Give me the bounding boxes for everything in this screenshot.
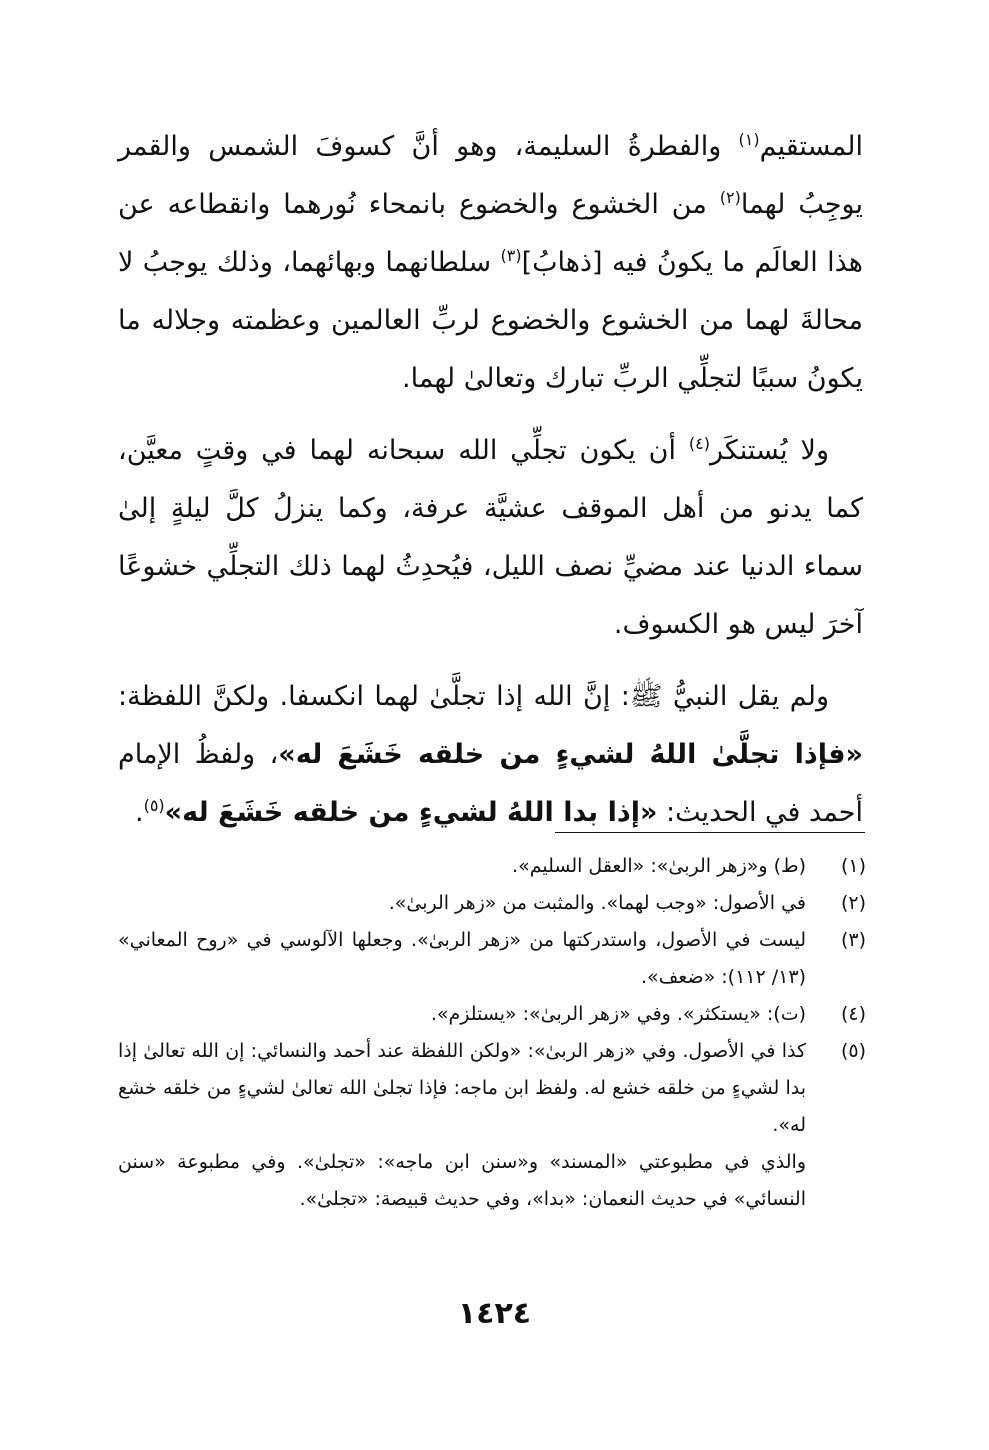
footnote-number: (٥)	[840, 1040, 866, 1062]
footnote-ref-2: (٢)	[719, 188, 741, 207]
paragraph-2-part-2: أن يكون تجلِّي الله سبحانه لهما في وقتٍ معيَّن، كما يدنو من أهل الموقف عشيَّة عرفة، وكما ينزلُ كلَّ ليلةٍ إلىٰ سماء الدنيا عند مضيِّ نصف الليل، فيُحدِثُ لهما ذلك التجلِّي خشوعًا آخرَ ليس هو الكسوف.	[118, 435, 863, 640]
footnote-ref-4: (٤)	[688, 434, 710, 453]
paragraph-3	[118, 668, 863, 842]
paragraph-3-part-3: .	[134, 797, 144, 828]
page-number: ١٤٢٤	[457, 1296, 532, 1331]
paragraph-1-part-1: المستقيم	[759, 131, 863, 162]
paragraph-3-part-1: ولم يقل النبيُّ ﷺ: إنَّ الله إذا تجلَّىٰ لهما انكسفا. ولكنَّ اللفظة:	[118, 681, 829, 712]
footnote-text: ليست في الأصول، واستدركتها من «زهر الربىٰ». وجعلها الآلوسي في «روح المعاني» (١٣/ ١١٢): «ضعف».	[118, 929, 806, 988]
paragraph-2	[118, 422, 863, 654]
footnote-ref-3: (٣)	[500, 246, 522, 265]
footnote-2	[118, 885, 866, 922]
footnote-ref-1: (١)	[738, 130, 760, 149]
paragraph-3-part-2: ، ولفظُ الإمام أحمد في الحديث:	[118, 739, 863, 828]
footnotes	[118, 848, 866, 1218]
footnote-text: (ت): «يستكثر». وفي «زهر الربىٰ»: «يستلزم».	[430, 1003, 806, 1025]
footnote-text: في الأصول: «وجب لهما». والمثبت من «زهر الربىٰ».	[388, 892, 806, 914]
footnote-4	[118, 996, 866, 1033]
paragraph-2-part-1: ولا يُستنكَر	[709, 435, 829, 466]
footnote-3	[118, 922, 866, 996]
footnote-ref-5: (٥)	[143, 796, 165, 815]
hadith-quote-2: «إذا بدا اللهُ لشيءٍ من خلقه خَشَعَ له»	[164, 797, 658, 828]
footnote-number: (٣)	[840, 929, 866, 951]
footnote-number: (٢)	[840, 892, 866, 914]
footnote-text: كذا في الأصول. وفي «زهر الربىٰ»: «ولكن اللفظة عند أحمد والنسائي: إن الله تعالىٰ إذا بدا لشيءٍ من خلقه خشع له. ولفظ ابن ماجه: فإذا تجلىٰ الله تعالىٰ لشيءٍ من خلقه خشع له».	[118, 1040, 806, 1136]
paragraph-1-part-4: سلطانهما وبهائهما، وذلك يوجبُ لا محالةَ لهما من الخشوع والخضوع لربِّ العالمين وعظمته وجلاله ما يكونُ سببًا لتجلِّي الربِّ تبارك وتعالىٰ لهما.	[118, 247, 863, 394]
paragraph-1-part-3: من الخشوع والخضوع بانمحاء نُورهما وانقطاعه عن هذا العالَم ما يكونُ فيه [ذهابُ]	[118, 189, 863, 278]
footnote-text: (ط) و«زهر الربىٰ»: «العقل السليم».	[512, 855, 806, 877]
footnote-5-continuation: والذي في مطبوعتي «المسند» و«سنن ابن ماجه»: «تجلىٰ». وفي مطبوعة «سنن النسائي» في حديث النعمان: «بدا»، وفي حديث قبيصة: «تجلىٰ».	[118, 1151, 806, 1210]
footnote-5	[118, 1033, 866, 1144]
paragraph-1-part-2: والفطرةُ السليمة، وهو أنَّ كسوفَ الشمس والقمر يوجِبُ لهما	[118, 131, 863, 220]
main-text	[118, 118, 863, 856]
footnote-1	[118, 848, 866, 885]
hadith-quote-1: «فإذا تجلَّىٰ اللهُ لشيءٍ من خلقه خَشَعَ له»	[278, 739, 863, 770]
footnote-separator	[555, 832, 865, 833]
footnote-number: (٤)	[840, 1003, 866, 1025]
paragraph-1	[118, 118, 863, 408]
footnote-number: (١)	[840, 855, 866, 877]
